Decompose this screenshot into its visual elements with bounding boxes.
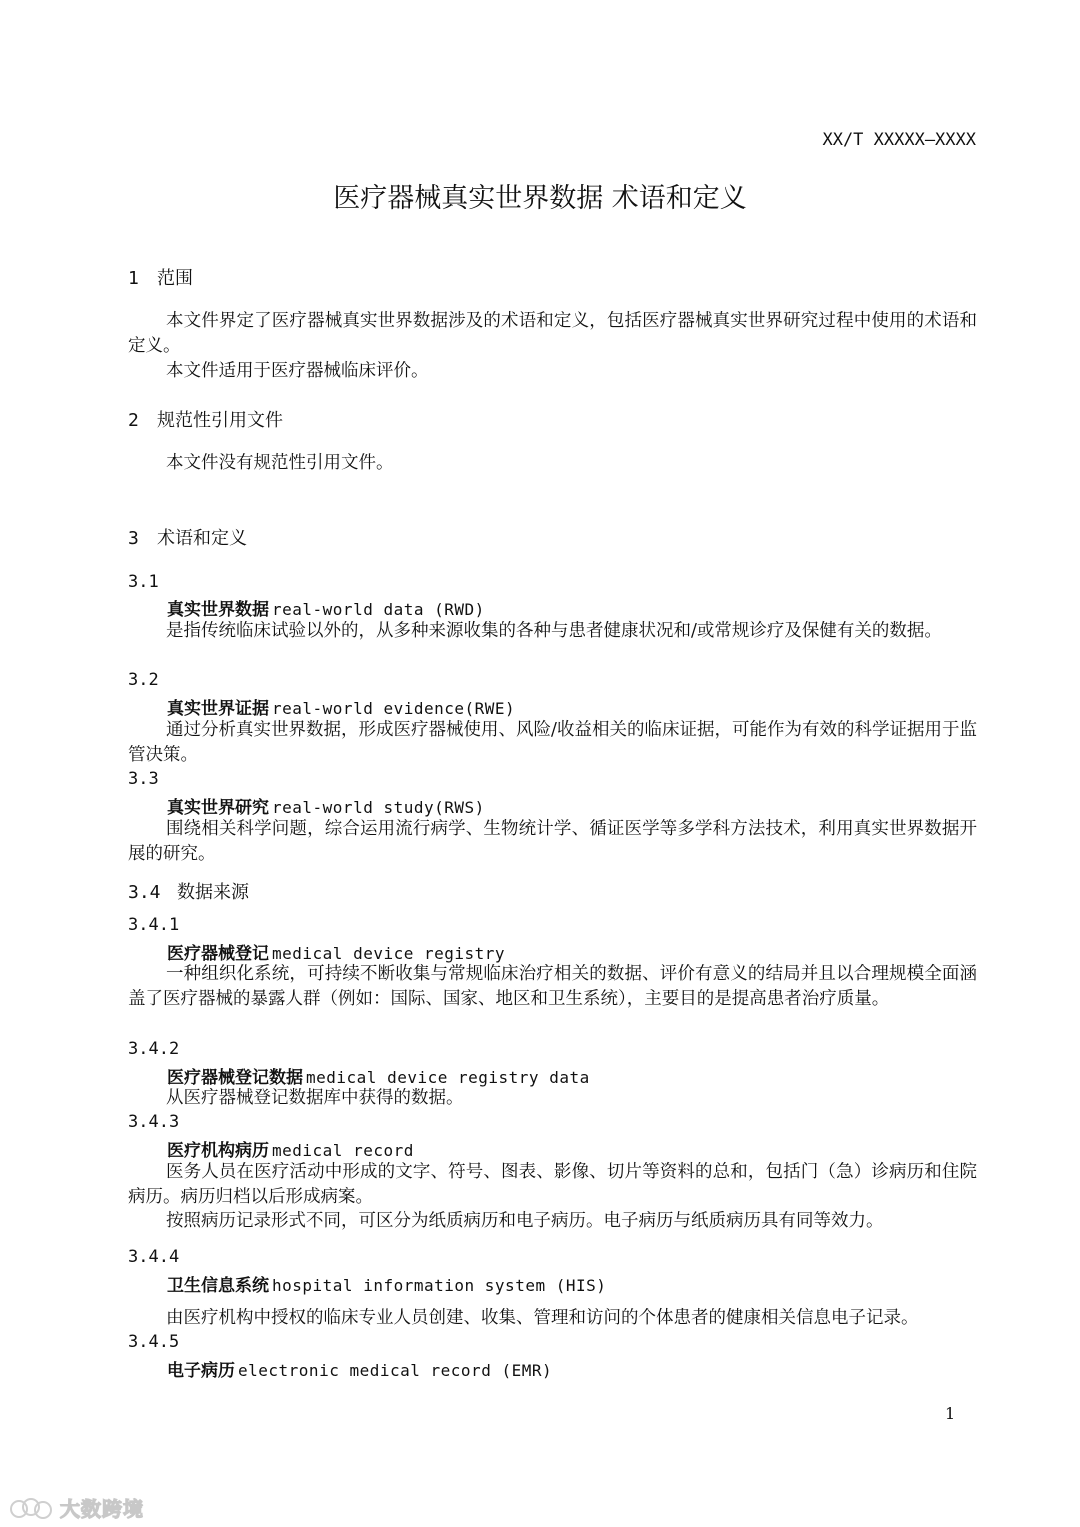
standard-number: XX/T XXXXX—XXXX (822, 130, 976, 150)
section-number: 3 (128, 528, 139, 549)
section-number: 2 (128, 410, 139, 431)
section-1-heading (128, 264, 193, 290)
term-en: real-world study(RWS) (272, 798, 485, 817)
term-en: medical record (272, 1141, 414, 1160)
term-entry (167, 595, 485, 620)
clause-number: 3.4.4 (128, 1247, 180, 1267)
term-entry (167, 793, 485, 818)
term-entry (167, 939, 505, 964)
term-definition: 围绕相关科学问题，综合运用流行病学、生物统计学、循证医学等多学科方法技术，利用真实世界数据开展的研究。 (128, 819, 977, 864)
term-entry (167, 1136, 414, 1161)
document-title: 医疗器械真实世界数据 术语和定义 (333, 183, 747, 214)
term-zh: 电子病历 (167, 1361, 235, 1381)
term-zh: 真实世界数据 (167, 600, 269, 620)
term-definition: 从医疗器械登记数据库中获得的数据。 (166, 1088, 464, 1108)
term-definition-note: 按照病历记录形式不同，可区分为纸质病历和电子病历。电子病历与纸质病历具有同等效力。 (166, 1211, 884, 1231)
watermark-logo-icon (8, 1496, 54, 1520)
page-number: 1 (945, 1404, 956, 1423)
term-entry (167, 1063, 590, 1088)
section-1-paragraph-1: 本文件界定了医疗器械真实世界数据涉及的术语和定义，包括医疗器械真实世界研究过程中使用的术语和定义。 (128, 311, 977, 356)
section-title: 术语和定义 (157, 528, 247, 549)
term-en: hospital information system (HIS) (272, 1276, 607, 1295)
term-definition: 由医疗机构中授权的临床专业人员创建、收集、管理和访问的个体患者的健康相关信息电子记录。 (166, 1308, 919, 1328)
term-entry (167, 1356, 552, 1381)
term-zh: 真实世界研究 (167, 798, 269, 818)
section-3-heading (128, 524, 247, 550)
term-en: real-world data (RWD) (272, 600, 485, 619)
section-1-paragraph-2: 本文件适用于医疗器械临床评价。 (166, 361, 429, 381)
clause-number: 3.3 (128, 769, 159, 789)
term-definition: 是指传统临床试验以外的，从多种来源收集的各种与患者健康状况和/或常规诊疗及保健有关的数据。 (166, 621, 942, 641)
section-title: 范围 (157, 268, 193, 289)
term-zh: 医疗器械登记 (167, 944, 269, 964)
watermark-text: 大数跨境 (60, 1497, 144, 1521)
section-2-heading (128, 406, 283, 432)
clause-number: 3.4.2 (128, 1039, 180, 1059)
clause-number: 3.4.3 (128, 1112, 180, 1132)
term-en: real-world evidence(RWE) (272, 699, 516, 718)
clause-number: 3.2 (128, 670, 159, 690)
term-zh: 医疗器械登记数据 (167, 1068, 303, 1088)
section-title: 规范性引用文件 (157, 410, 283, 431)
term-zh: 卫生信息系统 (167, 1276, 269, 1296)
section-2-paragraph-1: 本文件没有规范性引用文件。 (166, 453, 394, 473)
watermark (8, 1493, 144, 1522)
term-zh: 真实世界证据 (167, 699, 269, 719)
term-zh: 医疗机构病历 (167, 1141, 269, 1161)
clause-number: 3.4.1 (128, 915, 180, 935)
section-3-4-heading (128, 878, 249, 904)
term-entry (167, 694, 515, 719)
term-definition: 通过分析真实世界数据，形成医疗器械使用、风险/收益相关的临床证据，可能作为有效的科学证据用于监管决策。 (128, 720, 977, 765)
term-definition: 一种组织化系统，可持续不断收集与常规临床治疗相关的数据、评价有意义的结局并且以合理规模全面涵盖了医疗器械的暴露人群（例如：国际、国家、地区和卫生系统），主要目的是提高患者治疗质量。 (128, 964, 977, 1009)
section-number: 3.4 (128, 882, 161, 903)
term-definition: 医务人员在医疗活动中形成的文字、符号、图表、影像、切片等资料的总和，包括门（急）诊病历和住院病历。病历归档以后形成病案。 (128, 1162, 977, 1207)
term-en: medical device registry (272, 944, 506, 963)
term-en: medical device registry data (306, 1068, 590, 1087)
clause-number: 3.4.5 (128, 1332, 180, 1352)
term-entry (167, 1271, 606, 1296)
clause-number: 3.1 (128, 572, 159, 592)
section-title: 数据来源 (177, 882, 249, 903)
section-number: 1 (128, 268, 139, 289)
term-en: electronic medical record (EMR) (238, 1361, 553, 1380)
